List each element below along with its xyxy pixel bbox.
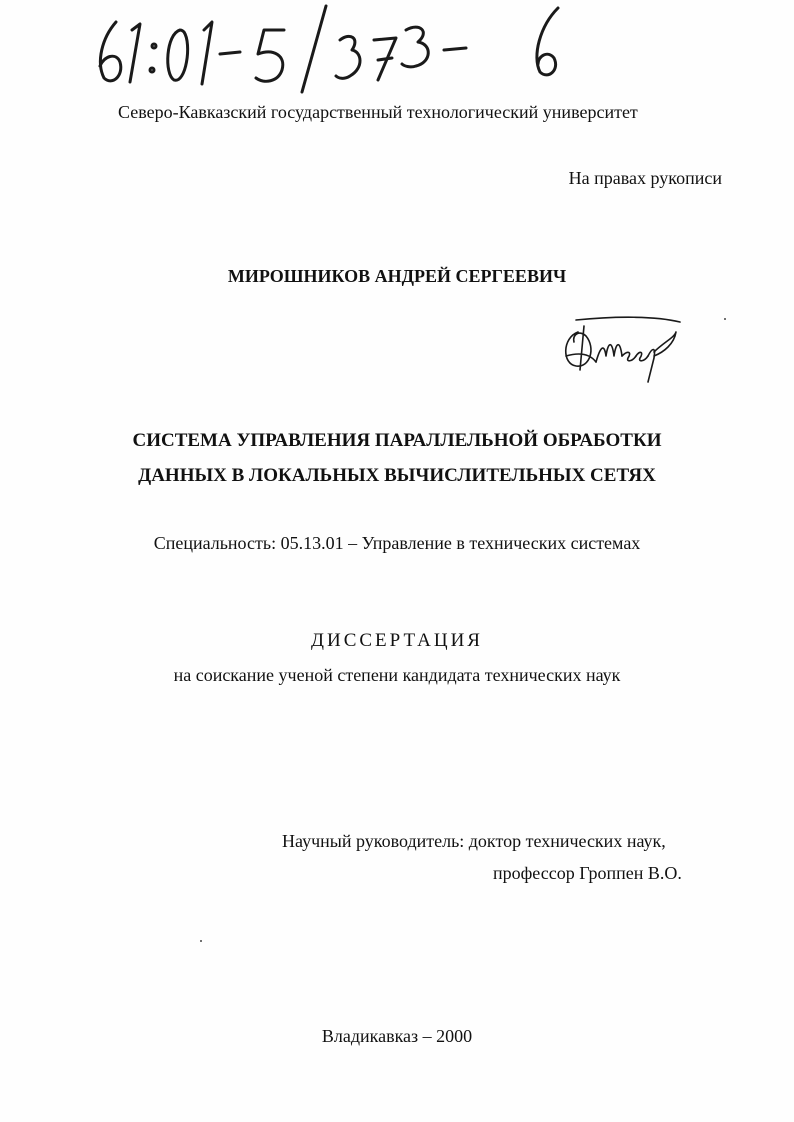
- handwritten-catalog-code: [88, 0, 568, 95]
- city-and-year: Владикавказ – 2000: [321, 1026, 473, 1046]
- degree-description: на соискание ученой степени кандидата технических наук: [173, 665, 621, 685]
- author-name: МИРОШНИКОВ АНДРЕЙ СЕРГЕЕВИЧ: [227, 266, 567, 286]
- scan-speck: [200, 940, 202, 942]
- university-name: Северо-Кавказский государственный технологический университет: [118, 102, 638, 122]
- dissertation-title-line-2: ДАННЫХ В ЛОКАЛЬНЫХ ВЫЧИСЛИТЕЛЬНЫХ СЕТЯХ: [138, 465, 656, 486]
- scientific-advisor-line-2: профессор Гроппен В.О.: [493, 863, 682, 883]
- dissertation-title-line-1: СИСТЕМА УПРАВЛЕНИЯ ПАРАЛЛЕЛЬНОЙ ОБРАБОТКИ: [132, 430, 662, 451]
- specialty: Специальность: 05.13.01 – Управление в технических системах: [153, 533, 641, 553]
- document-type: ДИССЕРТАЦИЯ: [311, 630, 483, 651]
- scientific-advisor-line-1: Научный руководитель: доктор технических наук,: [282, 831, 666, 851]
- manuscript-rights-note: На правах рукописи: [568, 168, 722, 188]
- scan-speck: [724, 318, 726, 320]
- author-signature: [556, 312, 686, 384]
